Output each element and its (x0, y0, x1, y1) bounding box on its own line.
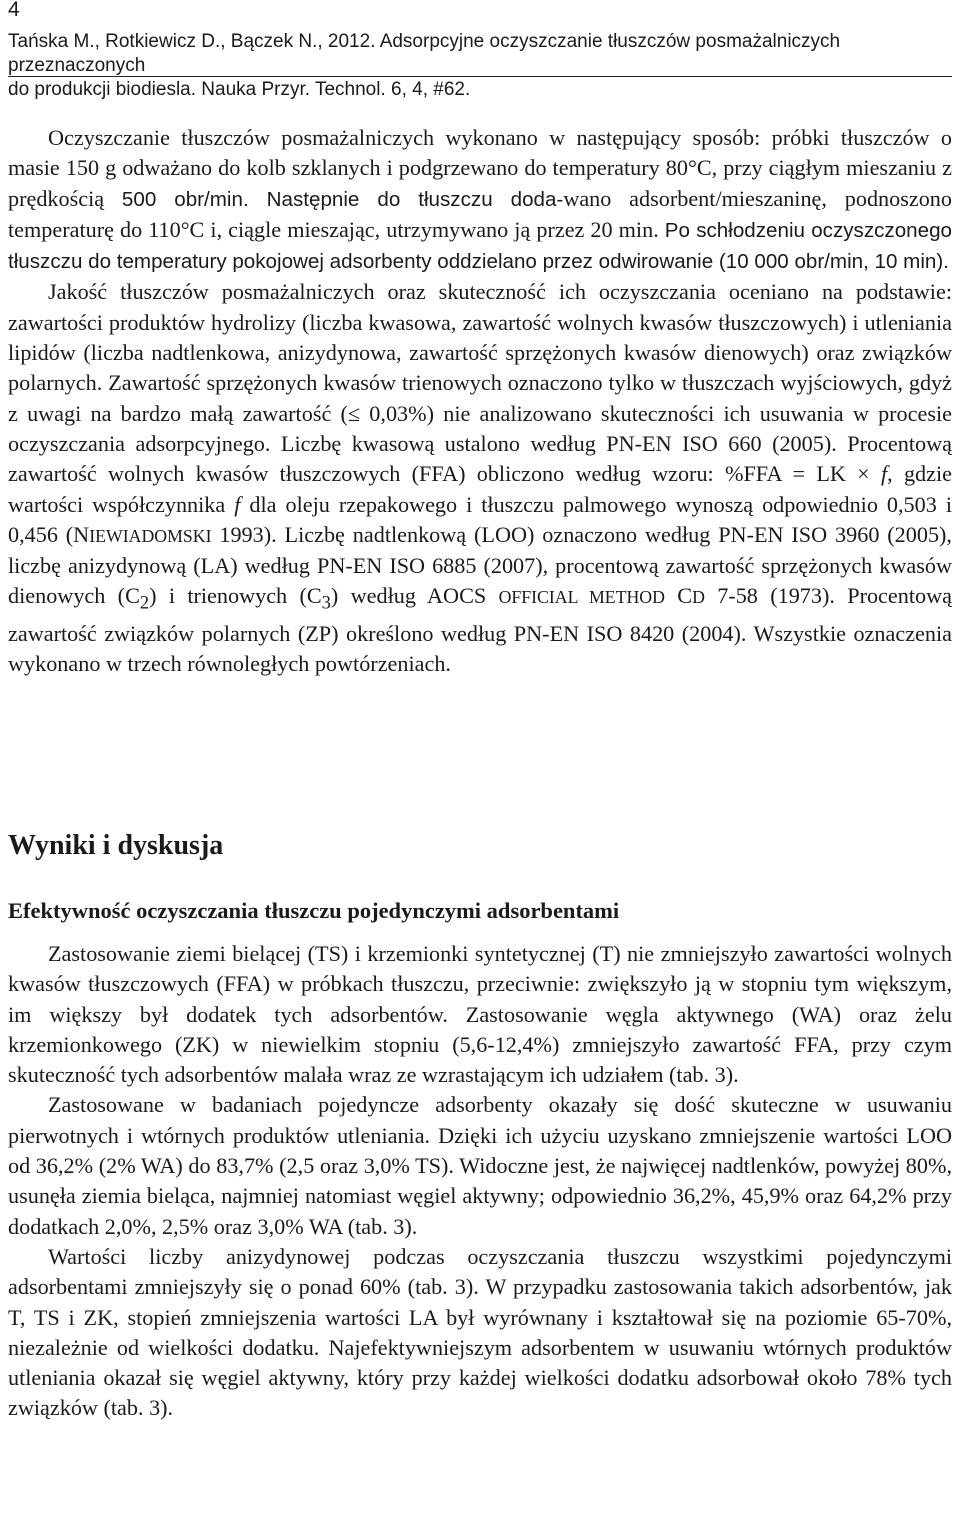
citation-line-1: Tańska M., Rotkiewicz D., Bączek N., 2012. Adsorpcyjne oczyszczanie tłuszczów posmażalniczych przeznaczonych (8, 31, 841, 76)
methods-paragraph-2 (8, 277, 952, 679)
citation-header (8, 30, 953, 102)
citation-line-2: do produkcji biodiesla. Nauka Przyr. Technol. 6, 4, #62. (8, 79, 471, 100)
results-paragraph-2: Zastosowane w badaniach pojedyncze adsorbenty okazały się dość skuteczne w usuwaniu pierwotnych i wtórnych produktów utleniania. Dzięki ich użyciu uzyskano zmniejszenie wartości LOO od 36,2% (2% WA) do 83,7% (2,5 oraz 3,0% TS). Widoczne jest, że najwięcej nadtlenków, powyżej 80%, usunęła ziemia bieląca, najmniej natomiast węgiel aktywny; odpowiednio 36,2%, 45,9% oraz 64,2% przy dodatkach 2,0%, 2,5% oraz 3,0% WA (tab. 3). (8, 1092, 952, 1239)
methods-p2-text-a: Jakość tłuszczów posmażalniczych oraz skuteczność ich oczyszczania oceniano na podstawie: zawartości produktów hydrolizy (liczba kwasowa, zawartość wolnych kwasów tłuszczowych) i utleniania lipidów (liczba nadtlenkowa, anizydynowa, zawartość sprzężonych kwasów dienowych) oraz związków polarnych. Zawartość sprzężonych kwasów trienowych oznaczono tylko w tłuszczach wyjściowych, gdyż z uwagi na bardzo małą zawartość (≤ 0,03%) nie analizowano skuteczności ich usuwania w procesie oczyszczania adsorpcyjnego. Liczbę kwasową ustalono według PN-EN ISO 660 (2005). Procentową zawartość wolnych kwasów tłuszczowych (FFA) obliczono według wzoru: %FFA = LK × (8, 279, 952, 487)
page-number: 4 (8, 0, 20, 21)
methods-p1-part-c: wano adsorbent/mieszaninę, podnoszono temperaturę do 110°C i, ciągle mieszając, utrzymywano ją przez 20 min. (8, 185, 952, 242)
methods-p2-text-f: ) według AOCS (330, 583, 499, 609)
methods-section (8, 123, 952, 680)
subscript-3: 3 (321, 593, 331, 614)
author-smallcaps: IEWIADOMSKI (89, 525, 212, 546)
subscript-2: 2 (139, 593, 150, 614)
methods-p1-part-b: 500 obr/min. Następnie do tłuszczu doda- (121, 187, 564, 211)
results-paragraph-1: Zastosowanie ziemi bielącej (TS) i krzemionki syntetycznej (T) nie zmniejszyło zawartości wolnych kwasów tłuszczowych (FFA) w próbkach tłuszczu, przeciwnie: zwiększyło ją w stopniu tym większym, im większy był dodatek tych adsorbentów. Zastosowanie węgla aktywnego (WA) oraz żelu krzemionkowego (ZK) w niewielkim stopniu (5,6-12,4%) zmniejszyło zawartość FFA, przy czym skuteczność tych adsorbentów malała wraz ze wzrastającym ich udziałem (tab. 3). (8, 941, 952, 1088)
methods-p1-part-a: Oczyszczanie tłuszczów posmażalniczych wykonano w następujący sposób: próbki tłuszczów o masie 150 g odważano do kolb szklanych i podgrzewano do temperatury 80°C, przy ciągłym mieszaniu z prędkością (8, 125, 952, 211)
header-divider (8, 76, 952, 77)
methods-p2-text-c: dla oleju rzepakowego i tłuszczu palmowego wynoszą odpowiednio 0,503 i 0,456 (N (8, 491, 952, 547)
subsection-heading-single-adsorbents: Efektywność oczyszczania tłuszczu pojedynczymi adsorbentami (8, 898, 620, 923)
section-heading-results: Wyniki i dyskusja (8, 830, 224, 861)
methods-p2-text-d: 1993). Liczbę nadtlenkową (LOO) oznaczono według PN-EN ISO 3960 (2005), liczbę anizydynową (LA) według PN-EN ISO 6885 (2007), procentową zawartość sprzężonych kwasów dienowych (C (8, 521, 952, 609)
formula-f-symbol: f (880, 461, 888, 487)
results-section (8, 939, 952, 1424)
methods-p2-text-h: 7-58 (1973). Procentową zawartość związków polarnych (ZP) określono według PN-EN ISO 8420 (2004). Wszystkie oznaczenia wykonano w trzech równoległych powtórzeniach. (8, 583, 952, 677)
methods-p1-part-d: Po schłodzeniu oczyszczonego tłuszczu do temperatury pokojowej adsorbenty oddzielano przez odwirowanie (10 000 obr/min, 10 min). (8, 218, 952, 274)
methods-p2-text-b: , gdzie wartości współczynnika (8, 461, 952, 517)
cd-smallcaps: D (692, 587, 705, 608)
methods-paragraph-1 (8, 123, 952, 277)
results-paragraph-3: Wartości liczby anizydynowej podczas oczyszczania tłuszczu wszystkimi pojedynczymi adsorbentami zmniejszyły się o ponad 60% (tab. 3). W przypadku zastosowania takich adsorbentów, jak T, TS i ZK, stopień zmniejszenia wartości LA był wyrównany i kształtował się na poziomie 65-70%, niezależnie od wielkości dodatku. Najefektywniejszym adsorbentem w usuwaniu wtórnych produktów utleniania okazał się węgiel aktywny, który przy każdej wielkości dodatku adsorbował około 78% tych związków (tab. 3). (8, 1243, 952, 1421)
official-method-smallcaps: OFFICIAL METHOD (498, 587, 665, 608)
methods-p2-text-g: C (664, 583, 693, 609)
methods-p2-text-e: ) i trienowych (C (149, 583, 322, 609)
coefficient-f-symbol: f (234, 491, 241, 517)
